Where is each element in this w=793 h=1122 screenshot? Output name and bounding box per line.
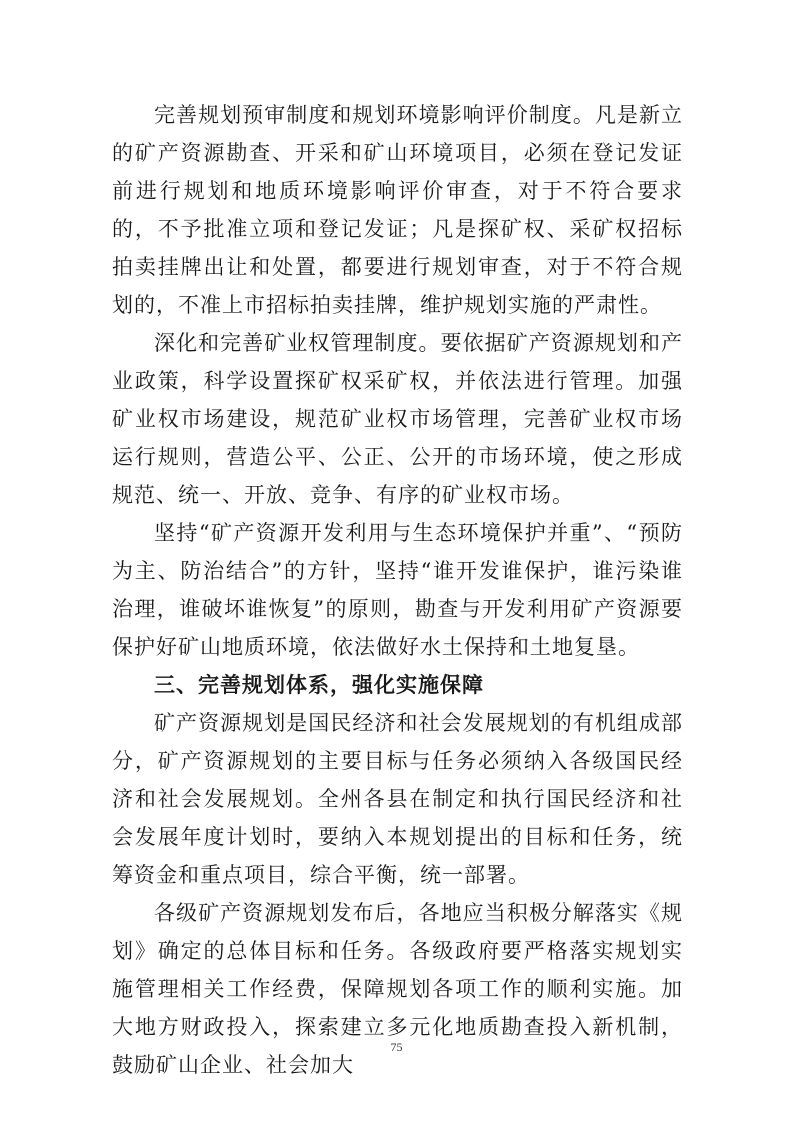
paragraph-implementation: 各级矿产资源规划发布后，各地应当积极分解落实《规划》确定的总体目标和任务。各级政府要严格落实规划实施管理相关工作经费，保障规划各项工作的顺利实施。加大地方财政投入，探索建立多元化地质勘查投入新机制，鼓励矿山企业、社会加大 <box>112 901 683 1077</box>
paragraph-environment-protection: 坚持“矿产资源开发利用与生态环境保护并重”、“预防为主、防治结合”的方针，坚持“谁开发谁保护，谁污染谁治理，谁破坏谁恢复”的原则，勘查与开发利用矿产资源要保护好矿山地质环境，依法做好水土保持和土地复垦。 <box>112 521 683 659</box>
page-number: 75 <box>390 1040 403 1054</box>
paragraph-planning-review: 完善规划预审制度和规划环境影响评价制度。凡是新立的矿产资源勘查、开采和矿山环境项目，必须在登记发证前进行规划和地质环境影响评价审查，对于不符合要求的，不予批准立项和登记发证；凡是探矿权、采矿权招标拍卖挂牌出让和处置，都要进行规划审查，对于不符合规划的，不准上市招标拍卖挂牌，维护规划实施的严肃性。 <box>112 103 683 317</box>
paragraph-mining-rights: 深化和完善矿业权管理制度。要依据矿产资源规划和产业政策，科学设置探矿权采矿权，并依法进行管理。加强矿业权市场建设，规范矿业权市场管理，完善矿业权市场运行规则，营造公平、公正、公开的市场环境，使之形成规范、统一、开放、竞争、有序的矿业权市场。 <box>112 331 683 507</box>
page-content <box>112 96 683 1084</box>
section-heading: 三、完善规划体系，强化实施保障 <box>154 673 484 697</box>
paragraph-planning-system: 矿产资源规划是国民经济和社会发展规划的有机组成部分，矿产资源规划的主要目标与任务必须纳入各级国民经济和社会发展规划。全州各县在制定和执行国民经济和社会发展年度计划时，要纳入本规划提出的目标和任务，统筹资金和重点项目，综合平衡，统一部署。 <box>112 711 683 887</box>
